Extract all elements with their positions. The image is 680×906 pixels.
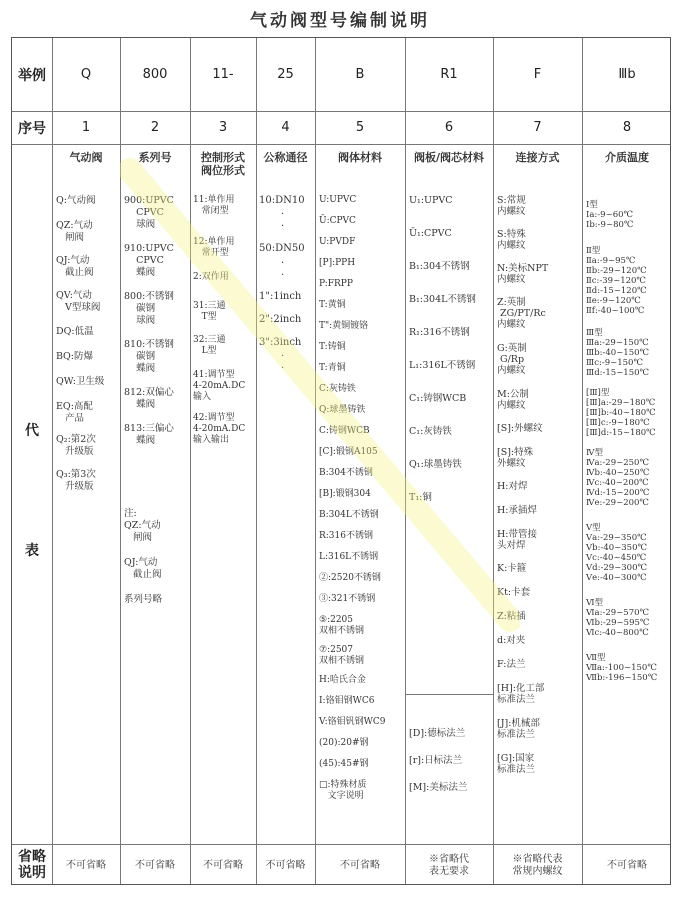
code-item: C₁:灰铸铁 — [409, 426, 452, 437]
code-item: d:对夹 — [497, 635, 526, 646]
seq-cell: 5 — [355, 120, 365, 135]
code-item: C₁:铸钢WCB — [409, 393, 467, 404]
col-head: 系列号 — [138, 151, 172, 164]
example-cell: F — [533, 67, 542, 82]
code-item: DQ:低温 — [56, 326, 94, 337]
code-item: Z:粘插 — [497, 611, 526, 622]
seq-cell: 2 — [150, 120, 160, 135]
code-item: [C]:锻钢A105 — [319, 447, 378, 457]
col-head: 公称通径 — [263, 151, 308, 164]
example-cell: 800 — [142, 67, 168, 82]
note-item: 系列号略 — [124, 594, 163, 605]
code-item: [H]:化工部 标准法兰 — [497, 683, 545, 705]
code-item: [P]:PPH — [319, 258, 356, 268]
code-item: H:承插焊 — [497, 505, 537, 516]
code-item: I:铬钼钢WC6 — [319, 696, 375, 706]
col-head: 阀体材料 — [338, 151, 382, 164]
code-item: · · — [281, 258, 285, 281]
col-head: 气动阀 — [69, 151, 103, 164]
seq-cell: 8 — [622, 120, 632, 135]
code-item: N:美标NPT 内螺纹 — [497, 263, 549, 285]
grid-line — [405, 694, 493, 695]
col-head: 阀板/阀芯材料 — [413, 151, 485, 164]
row-label-seq: 序号 — [18, 120, 46, 137]
grid-line — [52, 38, 53, 884]
row-label-code-1: 代 — [25, 423, 39, 439]
code-item: □:特殊材质 文字说明 — [319, 780, 367, 801]
code-item: QZ:气动 闸阀 — [56, 220, 93, 243]
code-item: QW:卫生级 — [56, 376, 105, 387]
code-item: 32:三通 L型 — [193, 335, 226, 356]
code-item: 810:不锈钢 碳钢 蝶阀 — [124, 339, 174, 374]
flange-item: [r]:日标法兰 — [409, 755, 463, 766]
code-item: U:UPVC — [319, 195, 357, 205]
grid-line — [315, 38, 316, 884]
col-head: 连接方式 — [515, 151, 560, 164]
flange-item: [M]:美标法兰 — [409, 782, 468, 793]
code-item: Kt:卡套 — [497, 587, 531, 598]
code-item: M:公制 内螺纹 — [497, 389, 529, 411]
code-item: 800:不锈钢 碳钢 球阀 — [124, 291, 174, 326]
seq-cell: 4 — [281, 120, 290, 135]
grid-line — [256, 38, 257, 884]
code-item: 41:调节型 4-20mA.DC 输入 — [193, 370, 246, 402]
code-item: 812:双偏心 蝶阀 — [124, 387, 174, 410]
temp-group: Ⅲ型 Ⅲa:-29~150℃ Ⅲb:-40~150℃ Ⅲc:-9~150℃ Ⅲd:-15~150℃ — [586, 328, 650, 378]
code-item: U₁:UPVC — [409, 195, 453, 206]
temp-group: [Ⅲ]型 [Ⅲ]a:-29~180℃ [Ⅲ]b:-40~180℃ [Ⅲ]c:-9~180℃ [Ⅲ]d:-15~180℃ — [586, 388, 656, 438]
code-item: · · — [281, 351, 285, 374]
code-item: R:316不锈钢 — [319, 531, 373, 541]
col-head: 控制形式 阀位形式 — [201, 151, 245, 177]
code-item: U:PVDF — [319, 237, 356, 247]
code-item: B₁:304不锈钢 — [409, 261, 470, 272]
code-item: L₁:316L不锈钢 — [409, 360, 476, 371]
note-item: QJ:气动 截止阀 — [124, 557, 162, 580]
code-item: B:304L不锈钢 — [319, 510, 379, 520]
code-item: (20):20#钢 — [319, 738, 369, 748]
code-item: [S]:外螺纹 — [497, 423, 543, 434]
example-cell: Ⅲb — [618, 67, 636, 82]
code-item: 2:双作用 — [193, 272, 229, 282]
code-item: 50:DN50 — [259, 243, 305, 254]
code-item: Q:气动阀 — [56, 195, 96, 206]
code-item: Q₂:第2次 升级版 — [56, 434, 96, 457]
code-item: V:铬钼钒钢WC9 — [319, 717, 386, 727]
code-item: EQ:高配 产品 — [56, 401, 93, 424]
code-item: T":黄铜镀铬 — [319, 321, 369, 331]
seq-cell: 7 — [533, 120, 542, 135]
page-title: 气动阀型号编制说明 — [250, 11, 430, 31]
code-item: 900:UPVC CPVC 球阀 — [124, 195, 174, 230]
omit-cell: ※省略代表 常规内螺纹 — [512, 854, 563, 877]
omit-cell: 不可省略 — [340, 860, 380, 871]
temp-group: Ⅵ型 Ⅵa:-29~570℃ Ⅵb:-29~595℃ Ⅵc:-40~800℃ — [586, 598, 650, 638]
row-label-code-2: 表 — [25, 543, 39, 559]
flange-item: [D]:德标法兰 — [409, 728, 466, 739]
code-item: [S]:特殊 外螺纹 — [497, 447, 534, 469]
grid-line — [12, 144, 670, 145]
code-item: Q₃:第3次 升级版 — [56, 469, 96, 492]
code-item: P:FRPP — [319, 279, 353, 289]
code-item: T:青铜 — [319, 363, 346, 373]
code-item: [J]:机械部 标准法兰 — [497, 718, 540, 740]
code-item: 813:三偏心 蝶阀 — [124, 423, 174, 446]
code-item: G:英制 G/Rp 内螺纹 — [497, 343, 527, 376]
code-item: 12:单作用 常开型 — [193, 237, 235, 258]
row-label-example: 举例 — [18, 67, 46, 84]
example-cell: 11- — [212, 67, 234, 82]
omit-cell: 不可省略 — [607, 860, 647, 871]
omit-cell: ※省略代 表无要求 — [429, 854, 469, 877]
grid-line — [120, 38, 121, 884]
code-item: ②:2520不锈钢 — [319, 573, 381, 583]
model-code-table — [11, 37, 671, 885]
example-cell: R1 — [440, 67, 458, 82]
code-item: 1":1inch — [259, 291, 302, 302]
code-item: QV:气动 V型球阀 — [56, 290, 101, 313]
code-item: K:卡箍 — [497, 563, 527, 574]
code-item: 910:UPVC CPVC 蝶阀 — [124, 243, 174, 278]
code-item: T₁:铜 — [409, 492, 432, 503]
grid-line — [12, 844, 670, 845]
code-item: QJ:气动 截止阀 — [56, 255, 94, 278]
code-item: [G]:国家 标准法兰 — [497, 753, 536, 775]
code-item: Ū₁:CPVC — [409, 228, 452, 239]
code-item: B:304不锈钢 — [319, 468, 373, 478]
temp-group: Ⅴ型 Ⅴa:-29~350℃ Ⅴb:-40~350℃ Ⅴc:-40~450℃ Ⅴd:-29~300℃ Ⅴe:-40~300℃ — [586, 523, 647, 583]
code-item: H:带管接 头对焊 — [497, 529, 537, 551]
code-item: S:特殊 内螺纹 — [497, 229, 526, 251]
grid-line — [582, 38, 583, 884]
code-item: R₁:316不锈钢 — [409, 327, 470, 338]
temp-group: Ⅱ型 Ⅱa:-9~95℃ Ⅱb:-29~120℃ Ⅱc:-39~120℃ Ⅱd:-15~120℃ Ⅱe:-9~120℃ Ⅱf:-40~100℃ — [586, 246, 647, 316]
seq-cell: 1 — [81, 120, 91, 135]
grid-line — [405, 38, 406, 884]
code-item: ③:321不锈钢 — [319, 594, 376, 604]
code-item: Z:英制 ZG/PT/Rc 内螺纹 — [497, 297, 546, 330]
code-item: H:哈氏合金 — [319, 675, 366, 685]
temp-group: Ⅳ型 Ⅳa:-29~250℃ Ⅳb:-40~250℃ Ⅳc:-40~200℃ Ⅳd:-15~200℃ Ⅳe:-29~200℃ — [586, 448, 650, 508]
note-item: 注: QZ:气动 闸阀 — [124, 508, 161, 543]
grid-line — [493, 38, 494, 884]
code-item: C:灰铸铁 — [319, 384, 356, 394]
col-head: 介质温度 — [605, 151, 649, 164]
code-item: · · — [281, 209, 285, 232]
code-item: L:316L不锈钢 — [319, 552, 379, 562]
code-item: 31:三通 T型 — [193, 301, 226, 322]
code-item: BQ:防爆 — [56, 351, 93, 362]
seq-cell: 6 — [444, 120, 454, 135]
code-item: Q:球墨铸铁 — [319, 405, 366, 415]
code-item: H:对焊 — [497, 481, 528, 492]
code-item: (45):45#钢 — [319, 759, 369, 769]
code-item: Q₁:球墨铸铁 — [409, 459, 462, 470]
example-cell: Q — [80, 67, 92, 82]
temp-group: Ⅰ型 Ⅰa:-9~60℃ Ⅰb:-9~80℃ — [586, 200, 634, 230]
code-item: C:铸钢WCB — [319, 426, 370, 436]
omit-cell: 不可省略 — [203, 860, 243, 871]
omit-cell: 不可省略 — [265, 860, 306, 871]
omit-cell: 不可省略 — [66, 860, 106, 871]
seq-cell: 3 — [218, 120, 228, 135]
example-cell: B — [355, 67, 365, 82]
code-item: T:黄铜 — [319, 300, 346, 310]
code-item: 2":2inch — [259, 314, 302, 325]
code-item: ⑦:2507 双相不锈钢 — [319, 645, 365, 666]
code-item: S:常规 内螺纹 — [497, 195, 526, 217]
row-label-omit: 省略 说明 — [18, 849, 46, 881]
omit-cell: 不可省略 — [135, 860, 175, 871]
code-item: 10:DN10 — [259, 195, 305, 206]
code-item: T:铸铜 — [319, 342, 346, 352]
code-item: 3":3inch — [259, 337, 302, 348]
code-item: [B]:锻钢304 — [319, 489, 371, 499]
code-item: F:法兰 — [497, 659, 526, 670]
code-item: 42:调节型 4-20mA.DC 输入输出 — [193, 413, 246, 445]
code-item: ⑤:2205 双相不锈钢 — [319, 615, 365, 636]
code-item: B₁:304L不锈钢 — [409, 294, 476, 305]
code-item: 11:单作用 常闭型 — [193, 195, 235, 216]
temp-group: Ⅶ型 Ⅶa:-100~150℃ Ⅶb:-196~150℃ — [586, 653, 658, 683]
example-cell: 25 — [277, 67, 294, 82]
code-item: Ū:CPVC — [319, 216, 356, 226]
